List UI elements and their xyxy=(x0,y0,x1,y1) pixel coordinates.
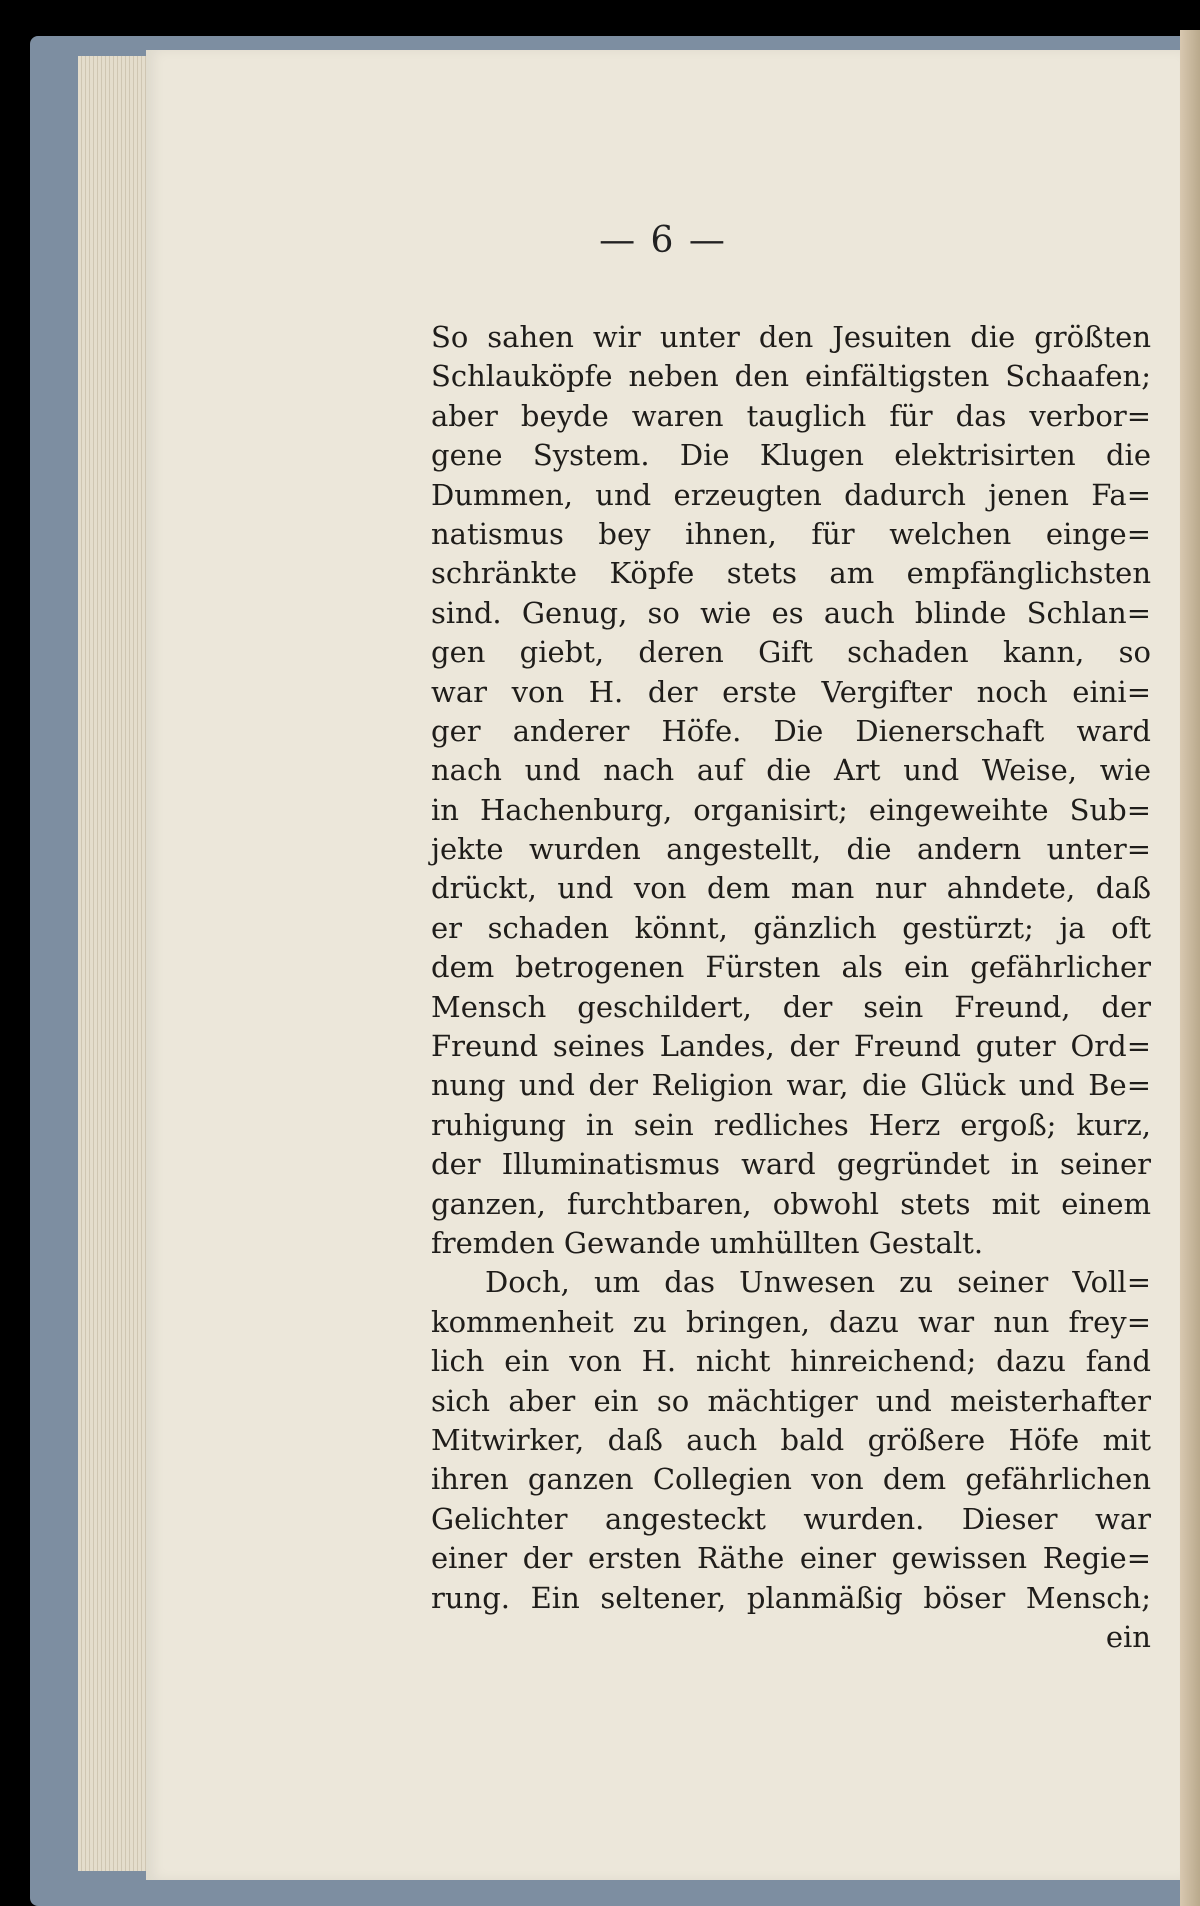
text-line: sich aber ein so mächtiger und meisterhafter xyxy=(431,1383,1151,1418)
text-line: natismus bey ihnen, für welchen einge= xyxy=(431,516,1151,551)
text-line: nung und der Religion war, die Glück und Be= xyxy=(431,1068,1151,1103)
text-line: Freund seines Landes, der Freund guter Ord= xyxy=(431,1029,1151,1064)
text-line: ganzen, furchtbaren, obwohl stets mit einem xyxy=(431,1186,1151,1221)
text-line: fremden Gewande umhüllten Gestalt. xyxy=(431,1225,984,1260)
text-line: Doch, um das Unwesen zu seiner Voll= xyxy=(485,1265,1151,1300)
text-line: war von H. der erste Vergifter noch eini= xyxy=(431,674,1151,709)
text-line: Mitwirker, daß auch bald größere Höfe mit xyxy=(431,1422,1151,1457)
facing-page-edge xyxy=(1180,30,1200,1906)
text-line: schränkte Köpfe stets am empfänglichsten xyxy=(431,556,1151,591)
text-line: dem betrogenen Fürsten als ein gefährlicher xyxy=(431,950,1151,985)
text-line: Gelichter angesteckt wurden. Dieser war xyxy=(431,1501,1151,1536)
text-line: jekte wurden angestellt, die andern unter= xyxy=(431,832,1151,867)
text-line: lich ein von H. nicht hinreichend; dazu fand xyxy=(431,1344,1151,1379)
text-line: Dummen, und erzeugten dadurch jenen Fa= xyxy=(431,477,1151,512)
book-page xyxy=(146,50,1180,1880)
text-line: sind. Genug, so wie es auch blinde Schlan= xyxy=(431,595,1151,630)
text-line: rung. Ein seltener, planmäßig böser Mensch; xyxy=(431,1580,1151,1615)
text-line: der Illuminatismus ward gegründet in seiner xyxy=(431,1147,1151,1182)
text-line: einer der ersten Räthe einer gewissen Regie= xyxy=(431,1541,1151,1576)
text-line: aber beyde waren tauglich für das verbor= xyxy=(431,398,1151,433)
text-line: in Hachenburg, organisirt; eingeweihte Sub= xyxy=(431,792,1151,827)
text-line: ihren ganzen Collegien von dem gefährlichen xyxy=(431,1462,1151,1497)
catchword: ein xyxy=(1105,1619,1151,1654)
page-number: — 6 — xyxy=(599,220,727,261)
text-line: ruhigung in sein redliches Herz ergoß; kurz, xyxy=(431,1107,1151,1142)
text-line: er schaden könnt, gänzlich gestürzt; ja oft xyxy=(431,910,1151,945)
text-line: nach und nach auf die Art und Weise, wie xyxy=(431,753,1151,788)
text-line: kommenheit zu bringen, dazu war nun frey= xyxy=(431,1304,1151,1339)
text-line: ger anderer Höfe. Die Dienerschaft ward xyxy=(431,713,1151,748)
page-text xyxy=(431,318,1151,1657)
text-line: So sahen wir unter den Jesuiten die größten xyxy=(431,320,1151,354)
text-line: drückt, und von dem man nur ahndete, daß xyxy=(431,871,1151,906)
text-line: gen giebt, deren Gift schaden kann, so xyxy=(431,635,1151,670)
text-line: Schlauköpfe neben den einfältigsten Schaafen; xyxy=(431,359,1151,394)
text-line: gene System. Die Klugen elektrisirten die xyxy=(431,438,1151,473)
text-line: Mensch geschildert, der sein Freund, der xyxy=(431,989,1151,1024)
